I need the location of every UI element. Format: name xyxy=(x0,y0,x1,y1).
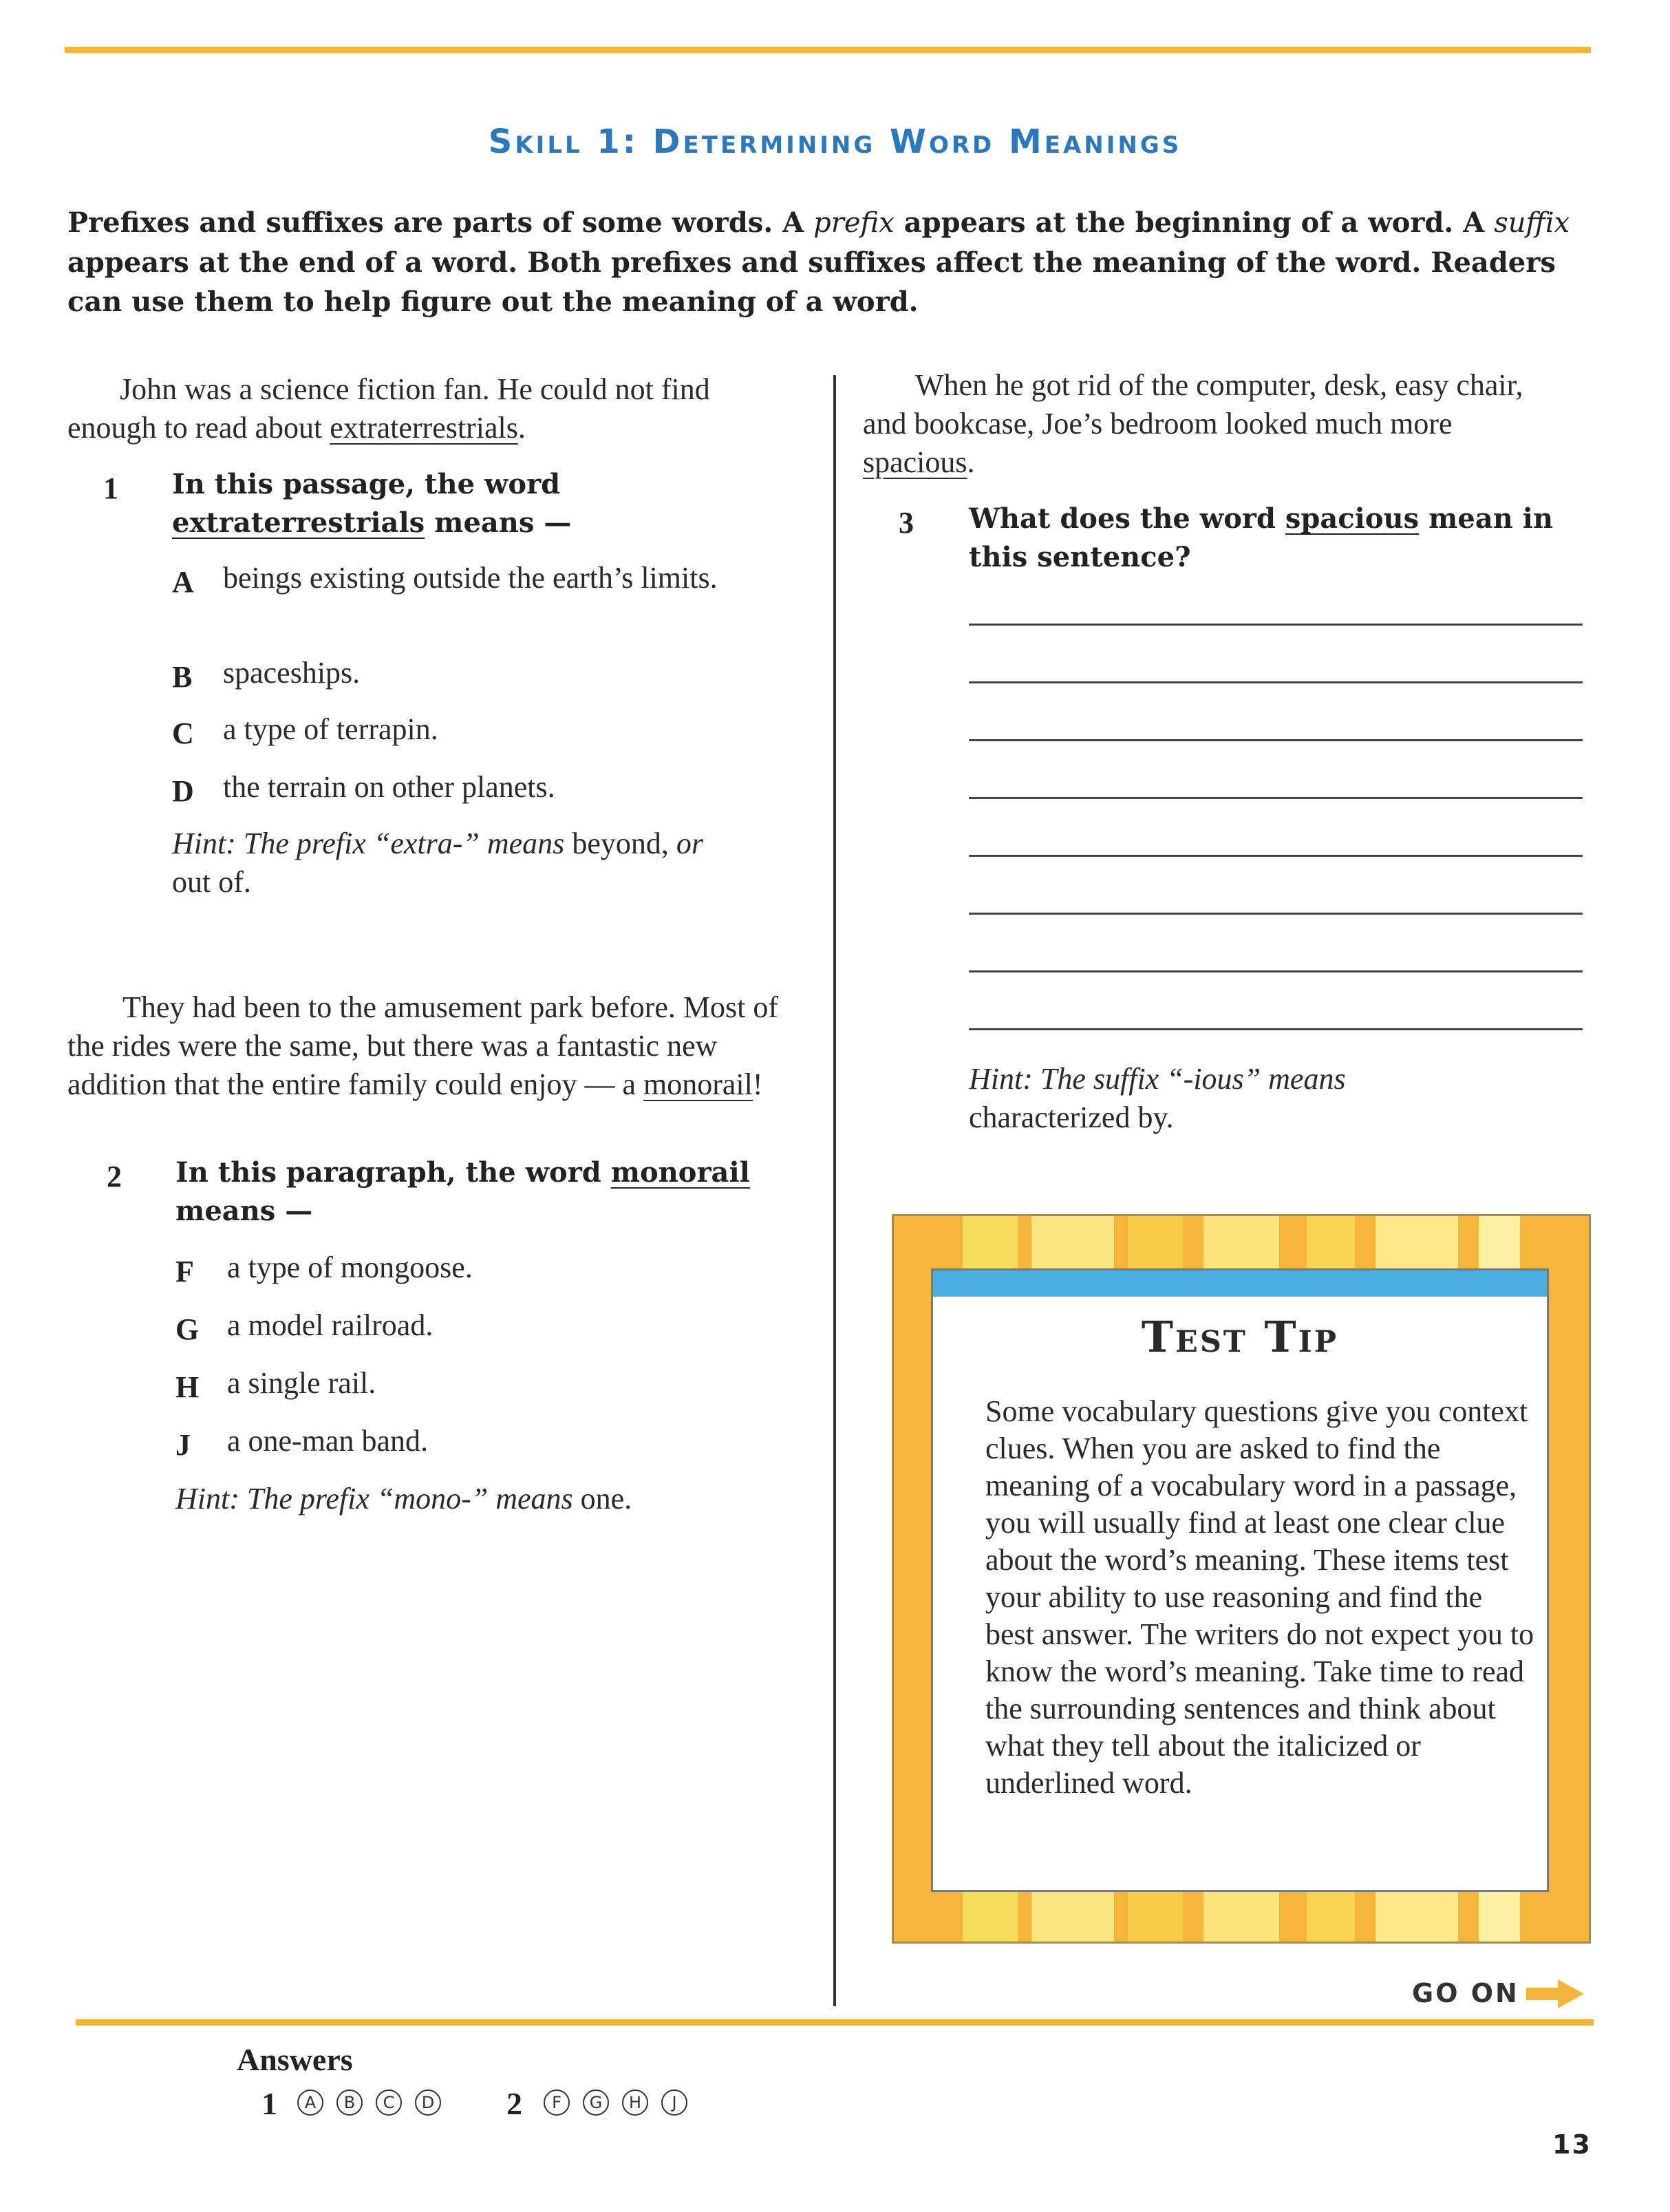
q1-stem xyxy=(172,465,778,542)
q1-stem-end: means — xyxy=(425,507,572,539)
answer-row-1-number: 1 xyxy=(261,2086,277,2121)
answer-bubble-d[interactable]: D xyxy=(415,2089,441,2116)
intro-text-3: appears at the end of a word. Both prefixes and suffixes affect the meaning of the word. Readers can use them to help figure out the meaning of a word. xyxy=(67,246,1556,318)
test-tip-bar xyxy=(933,1270,1547,1297)
q1-hint xyxy=(172,825,736,902)
q1-stem-underlined-word: extraterrestrials xyxy=(172,507,425,539)
q3-answer-line-4[interactable] xyxy=(969,797,1583,799)
q2-hint-plain: one. xyxy=(572,1482,632,1516)
q3-stem-text: What does the word xyxy=(969,502,1285,535)
q3-hint xyxy=(969,1060,1409,1137)
answer-row-2-number: 2 xyxy=(506,2086,522,2121)
q2-number: 2 xyxy=(107,1160,122,1193)
answer-bubble-b[interactable]: B xyxy=(336,2089,363,2116)
q3-number: 3 xyxy=(899,506,914,540)
q3-answer-line-2[interactable] xyxy=(969,681,1583,683)
q2-passage-underlined-word: monorail xyxy=(643,1067,753,1101)
test-tip-title: Test Tip xyxy=(1141,1312,1339,1362)
page-title: Skill 1: Determining Word Meanings xyxy=(488,123,1182,161)
top-rule xyxy=(65,47,1591,53)
q1-hint-plain: beyond, xyxy=(564,827,676,860)
q2-stem-underlined-word: monorail xyxy=(610,1156,750,1189)
q1-option-c-text: a type of terrapin. xyxy=(223,712,438,746)
q2-stem-text: In this paragraph, the word xyxy=(175,1156,611,1189)
q2-stem-end: means — xyxy=(175,1195,313,1227)
q2-option-f-text: a type of mongoose. xyxy=(227,1251,473,1284)
q2-passage-end: ! xyxy=(752,1067,763,1101)
q2-option-h-text: a single rail. xyxy=(227,1366,376,1400)
test-tip-box xyxy=(892,1214,1591,1944)
q1-option-a-letter: A xyxy=(172,565,194,599)
answer-bubble-j[interactable]: J xyxy=(661,2089,687,2116)
answer-bubble-a[interactable]: A xyxy=(297,2089,323,2116)
q3-passage-text: When he got rid of the computer, desk, easy chair, and bookcase, Joe’s bedroom looked much more xyxy=(863,368,1523,440)
q2-passage-text: They had been to the amusement park before. Most of the rides were the same, but there was a fantastic new addition that the entire family could enjoy — a xyxy=(67,990,779,1101)
column-divider xyxy=(833,375,836,2006)
answer-bubble-c[interactable]: C xyxy=(376,2089,402,2116)
q1-hint-plain-2: out of. xyxy=(172,865,251,899)
q1-option-b-letter: B xyxy=(172,660,193,694)
q3-passage xyxy=(863,366,1558,482)
q1-option-c-letter: C xyxy=(172,716,194,750)
q1-option-d-text: the terrain on other planets. xyxy=(223,770,555,804)
intro-paragraph xyxy=(67,203,1571,321)
intro-suffix-word: suffix xyxy=(1494,207,1570,239)
q1-hint-italic: Hint: The prefix “extra-” means xyxy=(172,827,565,860)
q1-passage-text: John was a science fiction fan. He could not find enough to read about xyxy=(67,372,710,445)
q1-passage-end: . xyxy=(517,411,526,445)
q1-option-a-text: beings existing outside the earth’s limits. xyxy=(223,561,718,595)
q1-option-b-text: spaceships. xyxy=(223,656,361,690)
q1-stem-text: In this passage, the word xyxy=(172,468,561,500)
q3-answer-line-6[interactable] xyxy=(969,913,1583,915)
q2-option-j-letter: J xyxy=(175,1428,191,1462)
q2-option-h-letter: H xyxy=(175,1370,200,1404)
q3-stem-end: mean in this sentence? xyxy=(969,502,1554,573)
q3-answer-line-1[interactable] xyxy=(969,624,1583,626)
q3-stem-underlined-word: spacious xyxy=(1285,502,1420,535)
q2-option-g-letter: G xyxy=(175,1312,200,1346)
answer-bubble-h[interactable]: H xyxy=(622,2089,648,2116)
answer-bubble-g[interactable]: G xyxy=(583,2089,609,2116)
arrow-right-icon xyxy=(1526,1978,1585,2010)
q3-hint-plain: characterized by. xyxy=(969,1100,1174,1134)
q1-passage xyxy=(67,370,801,447)
q3-answer-line-8[interactable] xyxy=(969,1028,1583,1030)
q3-answer-line-5[interactable] xyxy=(969,855,1583,857)
q1-hint-italic-2: or xyxy=(676,827,703,860)
q1-passage-underlined-word: extraterrestrials xyxy=(330,411,518,445)
q3-passage-underlined-word: spacious xyxy=(863,445,967,479)
q1-number: 1 xyxy=(103,471,118,505)
q2-passage xyxy=(67,988,783,1104)
q3-stem xyxy=(969,500,1588,577)
q3-answer-line-7[interactable] xyxy=(969,970,1583,972)
q2-stem xyxy=(175,1153,774,1231)
q2-hint-italic: Hint: The prefix “mono-” means xyxy=(175,1482,573,1516)
q2-option-g-text: a model railroad. xyxy=(227,1308,433,1342)
q1-option-d-letter: D xyxy=(172,774,194,808)
intro-text-1: Prefixes and suffixes are parts of some words. A xyxy=(67,206,814,239)
answers-label: Answers xyxy=(237,2042,353,2077)
q3-passage-end: . xyxy=(967,445,975,479)
intro-prefix-word: prefix xyxy=(813,207,895,239)
intro-text-2: appears at the beginning of a word. A xyxy=(894,206,1495,239)
q2-option-j-text: a one-man band. xyxy=(227,1424,428,1458)
q2-hint xyxy=(175,1480,767,1518)
test-tip-body: Some vocabulary questions give you context clues. When you are asked to find the meaning of a vocabulary word in a passage, you will usually find at least one clear clue about the word’s meaning. These items test your ability to use reasoning and find the best answer. The writers do not expect you to know the word’s meaning. Take time to read the surrounding sentences and think about what they tell about the italicized or underlined word. xyxy=(985,1394,1534,1800)
go-on-label: GO ON xyxy=(1412,1978,1519,2008)
page-number: 13 xyxy=(1552,2129,1592,2160)
q2-option-f-letter: F xyxy=(175,1255,194,1288)
test-tip-panel xyxy=(931,1268,1549,1892)
q3-hint-italic: Hint: The suffix “-ious” means xyxy=(969,1062,1346,1096)
bottom-rule xyxy=(76,2019,1594,2025)
q3-answer-line-3[interactable] xyxy=(969,739,1583,741)
answer-bubble-f[interactable]: F xyxy=(544,2089,570,2116)
